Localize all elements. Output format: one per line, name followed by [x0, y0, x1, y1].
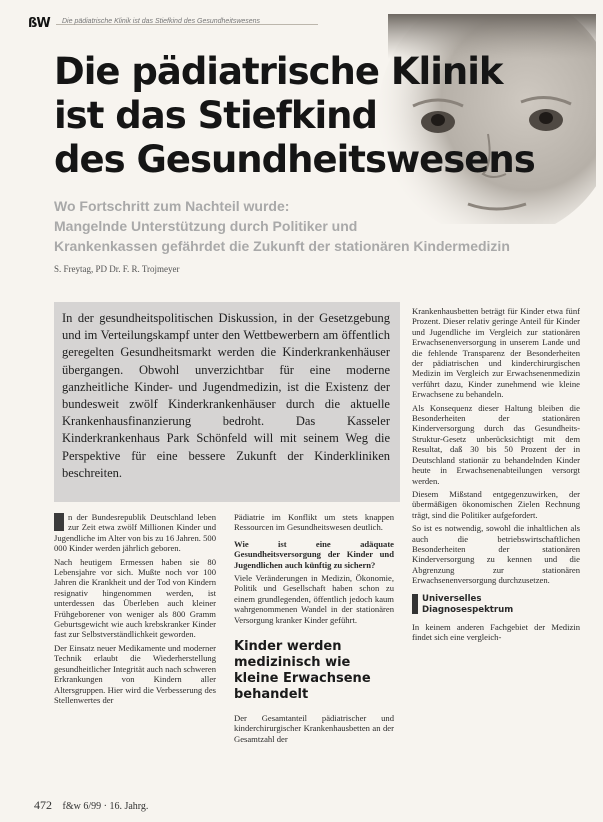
- section-subheading: Kinder werden medizinisch wie kleine Erwachsene behandelt: [234, 639, 371, 703]
- paragraph: Der Gesamtanteil pädiatrischer und kinderchirurgischer Krankenhausbetten an der Gesamtzahl der: [234, 713, 394, 744]
- heading-marker: [412, 594, 418, 614]
- paragraph: Diesem Mißstand entgegenzuwirken, der übermäßigen ökonomischen Zielen Rechnung trägt, sind die Politiker aufgefordert.: [412, 488, 580, 520]
- paragraph: Der Einsatz neuer Medikamente und moderner Technik erlaubt die Wiederherstellung gesundheitlicher Integrität auch nach schweren Erkrankungen von Kindern aller Altersgruppen. Hier wird die Verbesserung des Stellenwertes der: [54, 642, 216, 705]
- paragraph: Viele Veränderungen in Medizin, Ökonomie, Politik und Gesellschaft haben schon zu einem grundlegenden, öffentlich jedoch kaum wahrgenommenen Wandel in der stationären Versorgung kranker Kinder geführt.: [234, 573, 394, 625]
- page-number: 472: [34, 798, 52, 812]
- authors-line: S. Freytag, PD Dr. F. R. Trojmeyer: [54, 264, 180, 274]
- paragraph: Nach heutigem Ermessen haben sie 80 Lebensjahre vor sich. Mußte noch vor 100 Jahren die Krankheit und der Tod von Kindern resignativ hingenommen werden, ist unterdessen das Überleben auch kleiner Frühgeborener von weniger als 800 Gramm Geburtsgewicht wie auch krebskranker Kinder fast zur Selbstverständlichkeit geworden.: [54, 556, 216, 640]
- section-subheading: Universelles Diagnosespektrum: [412, 594, 580, 616]
- running-header-text: Die pädiatrische Klinik ist das Stiefkind des Gesundheitswesens: [62, 18, 261, 25]
- paragraph: n der Bundesrepublik Deutschland leben zur Zeit etwa zwölf Millionen Kinder und Jugendliche im Alter von bis zu 16 Jahren. 500 000 Kinder werden jährlich geboren.: [54, 512, 216, 554]
- column-1: [54, 512, 216, 708]
- article-title: Die pädiatrische Klinik ist das Stiefkind des Gesundheitswesens: [54, 50, 535, 181]
- paragraph: Krankenhausbetten beträgt für Kinder etwa fünf Prozent. Dieser relativ geringe Anteil für Kinder und Jugendliche im Vergleich zur stationären Erwachsenenversorgung in unserem Lande und die fehlende Transparenz der Besonderheiten der pädiatrischen und kinderchirurgischen Medizin im Vergleich zur Erwachsenenmedizin verführt dazu, Kinder zunehmend wie kleine Erwachsene zu behandeln.: [412, 306, 580, 400]
- column-3: [412, 306, 580, 645]
- page-footer: [34, 798, 148, 813]
- abstract-box: In der gesundheitspolitischen Diskussion, in der Gesetzgebung und im Verteilungskampf unter den Wettbewerbern am öffentlich geregelten Gesundheitsmarkt werden die Kinderkrankenhäuser übergangen. Obwohl unverzichtbar für eine moderne ganzheitliche Kinder- und Jugendmedizin, ist die Existenz der bundesweit zwölf Kinderkrankenhäuser durch die aktuelle Krankenhausfinanzierung bedroht. Das Kasseler Kinderkrankenhaus Park Schönfeld will mit seinem Weg die Perspektive für eine bessere Zukunft der Kinderkliniken beschreiten.: [54, 302, 400, 502]
- question-heading: Wie ist eine adäquate Gesundheitsversorgung der Kinder und Jugendlichen auch künftig zu sichern?: [234, 538, 394, 570]
- paragraph: Als Konsequenz dieser Haltung bleiben die Besonderheiten der stationären Kinderversorgung durch das Gesundheits-Struktur-Gesetz unberücksichtigt mit dem Resultat, daß 30 bis 50 Prozent der in Deutschland stationär zu behandelnden Kinder heute in Erwachsenenabteilungen versorgt werden.: [412, 402, 580, 486]
- paragraph: In keinem anderen Fachgebiet der Medizin findet sich eine vergleich-: [412, 621, 580, 642]
- column-2: [234, 512, 394, 747]
- issue-info: f&w 6/99 · 16. Jahrg.: [62, 801, 149, 812]
- drop-cap-block: [54, 513, 64, 531]
- paragraph: Pädiatrie im Konflikt um stets knappen Ressourcen im Gesundheitswesen deutlich.: [234, 512, 394, 533]
- article-subtitle: Wo Fortschritt zum Nachteil wurde: Mangelnde Unterstützung durch Politiker und Krankenkassen gefährdet die Zukunft der stationären Kindermedizin: [54, 198, 510, 254]
- journal-logo: ßW: [28, 16, 50, 31]
- paragraph: So ist es notwendig, sowohl die inhaltlichen als auch die betriebswirtschaftlichen Besonderheiten der stationären Kinderversorgung zu kennen und die Abgrenzung zur stationären Erwachsenenversorgung durchzusetzen.: [412, 523, 580, 586]
